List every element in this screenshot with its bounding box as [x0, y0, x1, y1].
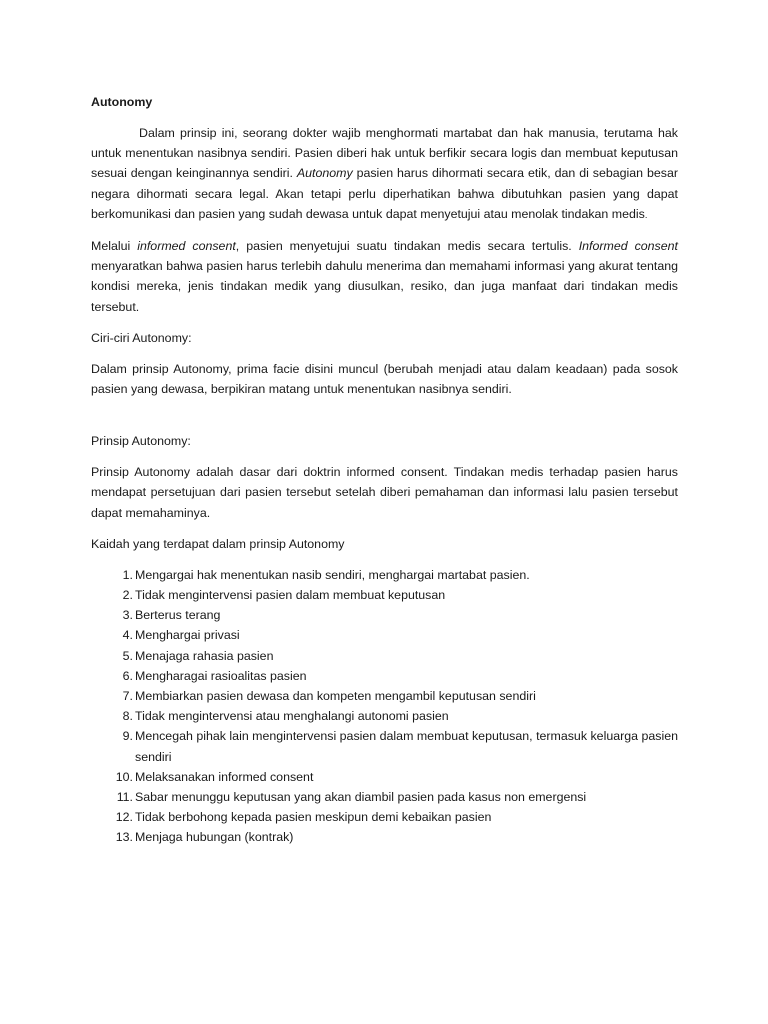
list-item — [91, 585, 678, 605]
list-item-number: 5. — [122, 648, 133, 663]
list-item — [91, 686, 678, 706]
list-item-number: 6. — [122, 668, 133, 683]
list-item — [91, 565, 678, 585]
list-item-text: Menghargai privasi — [135, 628, 240, 643]
italic-term: Informed consent — [578, 239, 678, 254]
list-item-number: 1. — [122, 567, 133, 582]
paragraph-text: , pasien menyetujui suatu tindakan medis secara tertulis. — [235, 239, 579, 254]
list-item-number: 2. — [122, 588, 133, 603]
list-item-number: 7. — [122, 689, 133, 704]
paragraph-text: Melalui — [91, 239, 138, 254]
list-item-number: 13. — [115, 830, 133, 845]
paragraph-text: Dalam prinsip ini, seorang dokter wajib menghormati martabat dan hak manusia, terutama hak untuk menentukan nasibnya sendiri. Pasien diberi hak untuk berfikir secara logis dan membuat keputusan sesuai dengan keinginannya sendiri. — [91, 126, 678, 181]
document-title: Autonomy — [91, 95, 153, 109]
list-item — [91, 605, 678, 625]
blank-line — [91, 410, 678, 431]
prinsip-heading: Prinsip Autonomy: — [91, 434, 191, 449]
list-item — [91, 787, 678, 807]
list-item-text: Mencegah pihak lain mengintervensi pasien dalam membuat keputusan, termasuk keluarga pasien sendiri — [135, 729, 678, 764]
list-item — [91, 726, 678, 766]
list-item-text: Tidak berbohong kepada pasien meskipun demi kebaikan pasien — [135, 810, 492, 825]
list-item-number: 10. — [115, 769, 133, 784]
prinsip-paragraph: Prinsip Autonomy adalah dasar dari doktrin informed consent. Tindakan medis terhadap pasien harus mendapat persetujuan dari pasien tersebut setelah diberi pemahaman dan informasi lalu pasien tersebut dapat memahaminya. — [91, 465, 678, 520]
list-item-number: 11. — [116, 790, 133, 805]
ciri-heading: Ciri-ciri Autonomy: — [91, 330, 192, 345]
list-item — [91, 767, 678, 787]
list-item-number: 4. — [122, 628, 133, 643]
list-item-text: Menajaga rahasia pasien — [135, 648, 274, 663]
kaidah-list — [91, 565, 678, 848]
list-item — [91, 646, 678, 666]
list-item-text: Melaksanakan informed consent — [135, 769, 314, 784]
list-item — [91, 666, 678, 686]
document-page — [91, 92, 678, 848]
list-item-number: 12. — [115, 810, 133, 825]
list-item-text: Berterus terang — [135, 608, 221, 623]
list-item — [91, 827, 678, 847]
paragraph-informed-consent — [91, 236, 678, 317]
list-item — [91, 706, 678, 726]
italic-term: informed consent — [137, 239, 236, 254]
kaidah-heading: Kaidah yang terdapat dalam prinsip Autonomy — [91, 536, 345, 551]
list-item-text: Mengargai hak menentukan nasib sendiri, menghargai martabat pasien. — [135, 567, 530, 582]
paragraph-text: menyaratkan bahwa pasien harus terlebih dahulu menerima dan memahami informasi yang akurat tentang kondisi mereka, jenis tindakan medik yang diusulkan, resiko, dan juga manfaat dari tindakan medis tersebut. — [91, 259, 678, 314]
list-item-text: Sabar menunggu keputusan yang akan diambil pasien pada kasus non emergensi — [135, 790, 587, 805]
paragraph-text: pasien harus dihormati secara etik, dan di sebagian besar negara dihormati secara legal. Akan tetapi perlu diperhatikan bahwa dibutuhkan pasien yang dapat berkomunikasi dan pasien yang sudah dewasa untuk dapat menyetujui atau menolak tindakan medis — [91, 166, 678, 221]
list-item-number: 8. — [122, 709, 133, 724]
list-item-text: Tidak mengintervensi atau menghalangi autonomi pasien — [135, 709, 449, 724]
list-item — [91, 625, 678, 645]
list-item-text: Tidak mengintervensi pasien dalam membuat keputusan — [135, 588, 446, 603]
list-item-text: Membiarkan pasien dewasa dan kompeten mengambil keputusan sendiri — [135, 689, 536, 704]
list-item-number: 3. — [122, 608, 133, 623]
italic-term: Autonomy — [296, 166, 353, 181]
list-item — [91, 807, 678, 827]
list-item-number: 9. — [122, 729, 133, 744]
list-item-text: Mengharagai rasioalitas pasien — [135, 668, 307, 683]
paragraph-end: . — [644, 209, 648, 220]
list-item-text: Menjaga hubungan (kontrak) — [135, 830, 294, 845]
paragraph-autonomy-definition — [91, 123, 678, 225]
ciri-paragraph: Dalam prinsip Autonomy, prima facie disini muncul (berubah menjadi atau dalam keadaan) pada sosok pasien yang dewasa, berpikiran matang untuk menentukan nasibnya sendiri. — [91, 361, 678, 397]
